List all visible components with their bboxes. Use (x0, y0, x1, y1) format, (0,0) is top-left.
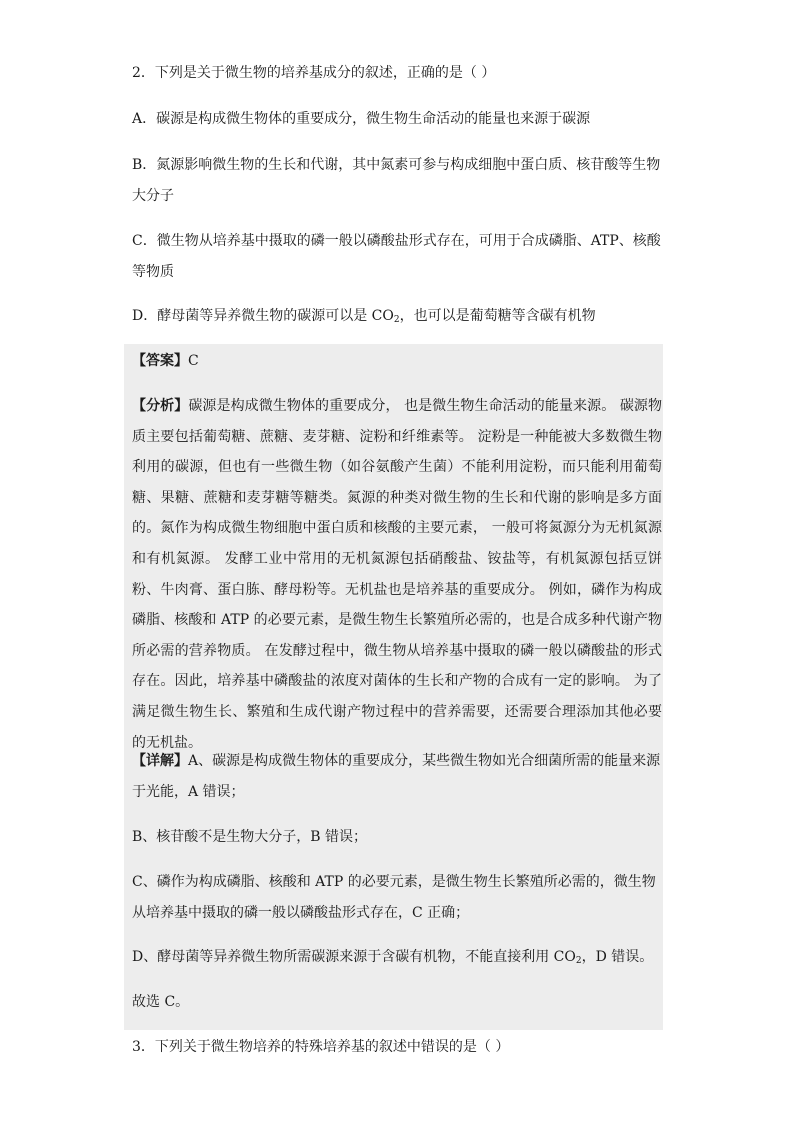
option-d-text-end: ，也可以是葡萄糖等含碳有机物 (399, 308, 596, 324)
detail-item-b: B、核苷酸不是生物大分子，B 错误； (132, 829, 368, 845)
subscript: 2 (393, 315, 400, 325)
detail-d-text: D、酵母菌等异养微生物所需碳源来源于含碳有机物，不能直接利用 CO (132, 949, 576, 965)
question-2-option-d (132, 301, 662, 332)
answer-line (132, 346, 662, 377)
option-d-text: D．酵母菌等异养微生物的碳源可以是 CO (132, 308, 394, 324)
detail-item-d (132, 942, 662, 973)
detail-tag: 【详解】 (132, 753, 188, 769)
question-2-option-c: C．微生物从培养基中摄取的磷一般以磷酸盐形式存在，可用于合成磷脂、ATP、核酸等物质 (132, 233, 661, 280)
question-2-option-a: A．碳源是构成微生物体的重要成分，微生物生命活动的能量也来源于碳源 (132, 111, 591, 127)
question-2-stem: 2．下列是关于微生物的培养基成分的叙述，正确的是（ ） (132, 65, 496, 81)
analysis-tag: 【分析】 (132, 398, 189, 414)
detail-item-c: C、磷作为构成磷脂、核酸和 ATP 的必要元素，是微生物生长繁殖所必需的，微生物从培养基中摄取的磷一般以磷酸盐形式存在，C 正确； (132, 874, 656, 921)
detail-a-text: A、碳源是构成微生物体的重要成分，某些微生物如光合细菌所需的能量来源于光能，A 错误； (132, 753, 661, 800)
answer-tag: 【答案】 (132, 353, 188, 369)
detail-conclusion: 故选 C。 (132, 994, 190, 1010)
answer-value: C (188, 353, 199, 369)
analysis-paragraph (132, 391, 662, 758)
detail-item-a (132, 746, 662, 808)
detail-d-text-end: ，D 错误。 (581, 949, 654, 965)
question-3-stem: 3．下列关于微生物培养的特殊培养基的叙述中错误的是（ ） (132, 1039, 510, 1055)
question-2-option-b: B．氮源影响微生物的生长和代谢，其中氮素可参与构成细胞中蛋白质、核苷酸等生物大分子 (132, 157, 661, 204)
analysis-text: 碳源是构成微生物体的重要成分， 也是微生物生命活动的能量来源。 碳源物质主要包括葡萄糖、蔗糖、麦芽糖、淀粉和纤维素等。 淀粉是一种能被大多数微生物利用的碳源，但也有一些微生物（如谷氨酸产生菌）不能利用淀粉，而只能利用葡萄糖、果糖、蔗糖和麦芽糖等糖类。氮源的种类对微生物的生长和代谢的影响是多方面的。氮作为构成微生物细胞中蛋白质和核酸的主要元素， 一般可将氮源分为无机氮源和有机氮源。 发酵工业中常用的无机氮源包括硝酸盐、铵盐等，有机氮源包括豆饼粉、牛肉膏、蛋白胨、酵母粉等。无机盐也是培养基的重要成分。 例如，磷作为构成磷脂、核酸和 ATP 的必要元素，是微生物生长繁殖所必需的，也是合成多种代谢产物所必需的营养物质。 在发酵过程中，微生物从培养基中摄取的磷一般以磷酸盐的形式存在。因此，培养基中磷酸盐的浓度对菌体的生长和产物的合成有一定的影响。 为了满足微生物生长、繁殖和生成代谢产物过程中的营养需要，还需要合理添加其他必要的无机盐。 (132, 398, 662, 751)
subscript: 2 (575, 956, 582, 966)
